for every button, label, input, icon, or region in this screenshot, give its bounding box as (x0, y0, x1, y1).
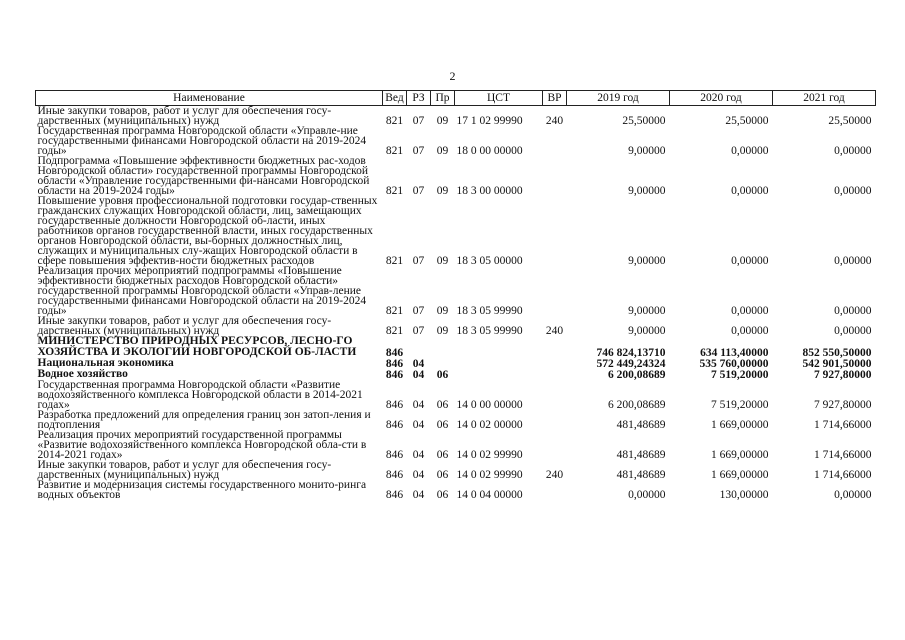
cell-rz: 07 (412, 145, 425, 157)
cell-vr (543, 336, 567, 358)
cell-rz: 07 (412, 185, 425, 197)
cell-rz: 04 (412, 419, 425, 431)
cell-value-2020: 130,00000 (719, 489, 769, 501)
cell-ved: 821 (385, 325, 404, 337)
cell-value-2021: 852 550,50000 (802, 347, 872, 359)
cell-ved: 846 (385, 369, 404, 381)
cell-cst: 14 0 02 00000 (456, 419, 523, 431)
cell-name: Реализация прочих мероприятий подпрограммы «Повышение эффективности бюджетных расходов Новгородской области» государственной программы Новгородской области «Управ-ление государственными финансами Новгородской области на 2019-2024 годы» (37, 265, 367, 317)
cell-vr (543, 358, 567, 369)
table-row (36, 266, 876, 316)
cell-value-2019: 9,00000 (628, 255, 666, 267)
cell-rz: 07 (412, 325, 425, 337)
cell-cst (455, 336, 543, 358)
cell-name: Иные закупки товаров, работ и услуг для обеспечения госу-дарственных (муниципальных) нужд (37, 105, 332, 127)
table-row (36, 316, 876, 336)
cell-ved: 846 (385, 399, 404, 411)
table-row (36, 126, 876, 156)
cell-value-2020: 0,00000 (731, 145, 769, 157)
cell-ved: 846 (385, 489, 404, 501)
cell-cst: 18 3 05 99990 (456, 325, 523, 337)
cell-value-2021: 1 714,66000 (814, 449, 872, 461)
cell-vr (543, 156, 567, 196)
cell-name: Развитие и модернизация системы государственного монито-ринга водных объектов (37, 479, 367, 501)
cell-cst: 18 3 00 00000 (456, 185, 523, 197)
cell-name: Иные закупки товаров, работ и услуг для обеспечения госу-дарственных (муниципальных) нужд (37, 315, 332, 337)
table-row (36, 480, 876, 500)
cell-name: Водное хозяйство (37, 368, 128, 380)
cell-name: Государственная программа Новгородской области «Развитие водохозяйственного комплекса Новгородской области в 2014-2021 годах» (37, 379, 363, 411)
cell-rz: 04 (412, 358, 425, 370)
cell-name: Разработка предложений для определения границ зон затоп-ления и подтопления (37, 409, 371, 431)
cell-rz: 04 (412, 449, 425, 461)
cell-value-2021: 25,50000 (828, 115, 872, 127)
cell-pr: 09 (436, 185, 449, 197)
cell-pr: 09 (436, 305, 449, 317)
cell-cst: 17 1 02 99990 (456, 115, 523, 127)
cell-cst: 14 0 04 00000 (456, 489, 523, 501)
cell-ved: 821 (385, 185, 404, 197)
cell-ved: 821 (385, 255, 404, 267)
table-body (36, 106, 876, 501)
cell-ved: 821 (385, 115, 404, 127)
cell-ved: 846 (385, 347, 404, 359)
cell-cst: 14 0 02 99990 (456, 449, 523, 461)
cell-ved: 846 (385, 358, 404, 370)
cell-value-2019: 9,00000 (628, 305, 666, 317)
cell-value-2020: 0,00000 (731, 185, 769, 197)
cell-value-2021: 7 927,80000 (814, 399, 872, 411)
cell-value-2021: 1 714,66000 (814, 469, 872, 481)
cell-value-2021: 1 714,66000 (814, 419, 872, 431)
cell-value-2020: 7 519,20000 (711, 399, 769, 411)
header-vr: ВР (543, 91, 567, 106)
cell-value-2021: 0,00000 (834, 325, 872, 337)
cell-cst: 18 0 00 00000 (456, 145, 523, 157)
cell-value-2019: 9,00000 (628, 185, 666, 197)
cell-cst: 18 3 05 99990 (456, 305, 523, 317)
header-cst: ЦСТ (455, 91, 543, 106)
cell-vr (543, 369, 567, 380)
cell-name: Реализация прочих мероприятий государственной программы «Развитие водохозяйственного комплекса Новгородской обла-сти в 2014-2021 годах» (37, 429, 367, 461)
cell-value-2019: 9,00000 (628, 145, 666, 157)
cell-vr: 240 (545, 469, 564, 481)
table-row (36, 460, 876, 480)
cell-ved: 846 (385, 469, 404, 481)
cell-value-2020: 1 669,00000 (711, 419, 769, 431)
cell-name: Национальная экономика (37, 357, 174, 369)
table-header-row (36, 91, 876, 106)
cell-ved: 846 (385, 449, 404, 461)
cell-value-2020: 1 669,00000 (711, 449, 769, 461)
cell-vr (543, 410, 567, 430)
cell-value-2019: 572 449,24324 (596, 358, 666, 370)
cell-value-2019: 0,00000 (628, 489, 666, 501)
cell-value-2020: 1 669,00000 (711, 469, 769, 481)
cell-value-2021: 0,00000 (834, 145, 872, 157)
cell-value-2020: 0,00000 (731, 325, 769, 337)
budget-table (35, 90, 876, 500)
cell-pr: 09 (436, 115, 449, 127)
cell-value-2021: 542 901,50000 (802, 358, 872, 370)
cell-value-2020: 0,00000 (731, 255, 769, 267)
cell-value-2020: 0,00000 (731, 305, 769, 317)
cell-vr (543, 480, 567, 500)
cell-pr: 09 (436, 325, 449, 337)
cell-rz: 04 (412, 489, 425, 501)
cell-rz (407, 336, 431, 358)
table-row (36, 430, 876, 460)
cell-value-2019: 9,00000 (628, 325, 666, 337)
cell-rz: 07 (412, 305, 425, 317)
cell-value-2019: 481,48689 (616, 419, 666, 431)
cell-name: Государственная программа Новгородской области «Управле-ние государственными финансами Новгородской области на 2019-2024 годы» (37, 125, 367, 157)
cell-pr: 06 (436, 469, 449, 481)
page-number: 2 (449, 69, 456, 83)
cell-pr: 06 (436, 489, 449, 501)
header-2021: 2021 год (773, 91, 876, 106)
cell-value-2021: 0,00000 (834, 185, 872, 197)
cell-value-2019: 6 200,08689 (608, 369, 666, 381)
table-row (36, 380, 876, 410)
cell-pr: 06 (436, 449, 449, 461)
cell-value-2019: 25,50000 (622, 115, 666, 127)
cell-value-2020: 634 113,40000 (700, 347, 769, 359)
cell-value-2021: 7 927,80000 (814, 369, 872, 381)
cell-pr: 06 (436, 369, 449, 381)
cell-ved: 846 (385, 419, 404, 431)
cell-vr: 240 (545, 325, 564, 337)
cell-value-2021: 0,00000 (834, 305, 872, 317)
cell-rz: 04 (412, 399, 425, 411)
table-row (36, 410, 876, 430)
cell-value-2021: 0,00000 (834, 489, 872, 501)
cell-value-2020: 25,50000 (725, 115, 769, 127)
cell-cst (455, 369, 543, 380)
cell-value-2019: 6 200,08689 (608, 399, 666, 411)
cell-value-2020: 7 519,20000 (711, 369, 769, 381)
header-name: Наименование (36, 91, 383, 106)
cell-name: Повышение уровня профессиональной подготовки государ-ственных гражданских служащих Новгородской области, лиц, замещающих государственные должности Новгородской об-ласти, иных работников органов государственной власти, иных государственных органов Новгородской области, вы-борных должностных лиц, служащих и муниципальных слу-жащих Новгородской области в сфере повышения эффектив-ности бюджетных расходов (37, 195, 378, 267)
cell-vr (543, 126, 567, 156)
cell-value-2020: 535 760,00000 (699, 358, 769, 370)
cell-rz: 07 (412, 115, 425, 127)
cell-cst: 18 3 05 00000 (456, 255, 523, 267)
cell-name: МИНИСТЕРСТВО ПРИРОДНЫХ РЕСУРСОВ, ЛЕСНО-ГО ХОЗЯЙСТВА И ЭКОЛОГИИ НОВГОРОДСКОЙ ОБ-ЛАСТИ (37, 335, 357, 358)
cell-value-2019: 746 824,13710 (596, 347, 666, 359)
cell-value-2019: 481,48689 (616, 469, 666, 481)
header-ved: Вед (383, 91, 407, 106)
cell-vr: 240 (545, 115, 564, 127)
cell-pr (431, 358, 455, 369)
cell-cst: 14 0 00 00000 (456, 399, 523, 411)
cell-pr: 09 (436, 255, 449, 267)
cell-name: Подпрограмма «Повышение эффективности бюджетных рас-ходов Новгородской области» государственной программы Новгородской области «Управление государственными фи-нансами Новгородской области на 2019-2024 годы» (37, 155, 370, 197)
table-row (36, 106, 876, 127)
cell-pr: 09 (436, 145, 449, 157)
cell-cst: 14 0 02 99990 (456, 469, 523, 481)
header-rz: РЗ (407, 91, 431, 106)
cell-ved: 821 (385, 145, 404, 157)
cell-rz: 04 (412, 369, 425, 381)
cell-pr: 06 (436, 419, 449, 431)
header-2019: 2019 год (567, 91, 670, 106)
cell-vr (543, 380, 567, 410)
cell-cst (455, 358, 543, 369)
cell-pr: 06 (436, 399, 449, 411)
header-2020: 2020 год (670, 91, 773, 106)
cell-value-2019: 481,48689 (616, 449, 666, 461)
header-pr: Пр (431, 91, 455, 106)
table-row (36, 336, 876, 358)
cell-rz: 07 (412, 255, 425, 267)
table-row (36, 358, 876, 369)
cell-name: Иные закупки товаров, работ и услуг для обеспечения госу-дарственных (муниципальных) нужд (37, 459, 332, 481)
cell-vr (543, 430, 567, 460)
cell-ved: 821 (385, 305, 404, 317)
cell-rz: 04 (412, 469, 425, 481)
cell-value-2021: 0,00000 (834, 255, 872, 267)
table-row (36, 196, 876, 266)
cell-vr (543, 266, 567, 316)
cell-pr (431, 336, 455, 358)
cell-vr (543, 196, 567, 266)
table-row (36, 156, 876, 196)
